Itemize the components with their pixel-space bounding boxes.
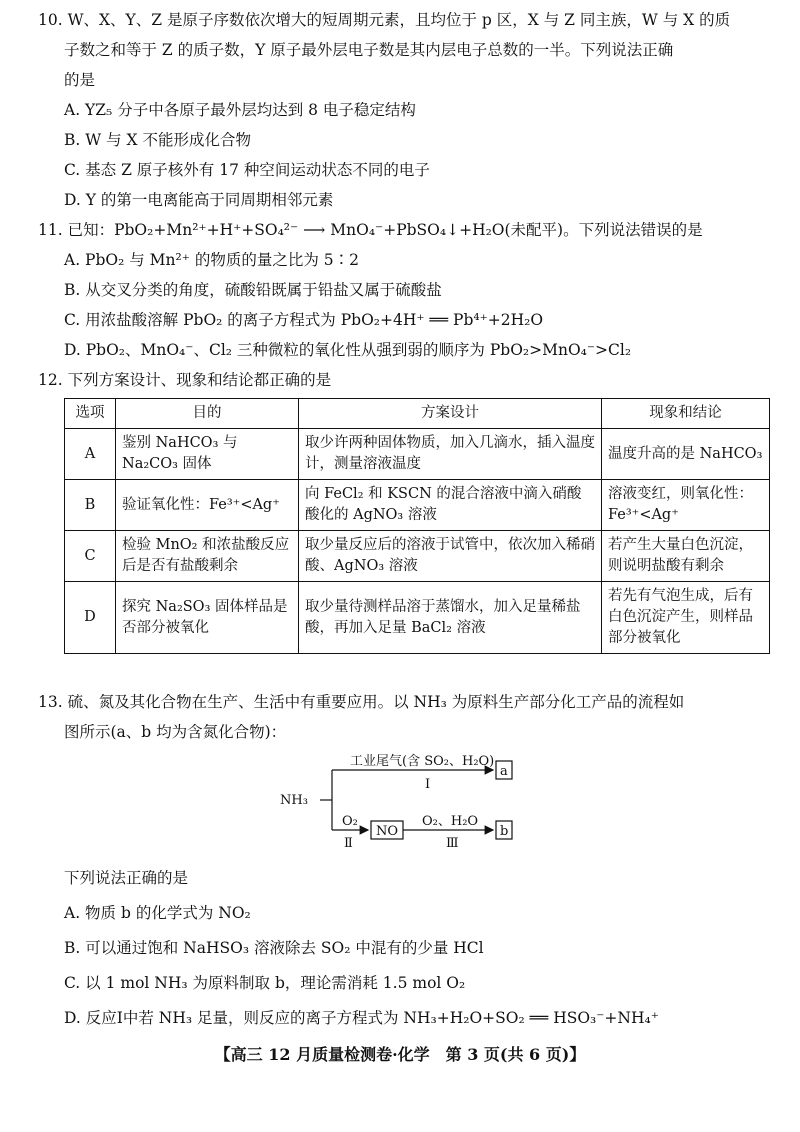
flow-o2h2o-label: O₂、H₂O — [422, 814, 479, 829]
row-result: 若先有气泡生成，后有白色沉淀产生，则样品部分被氧化 — [602, 582, 770, 654]
row-aim: 验证氧化性：Fe³⁺<Ag⁺ — [116, 480, 299, 531]
q10-option-c: C. 基态 Z 原子核外有 17 种空间运动状态不同的电子 — [64, 161, 430, 179]
flow-o2-label: O₂ — [342, 814, 358, 829]
row-option: D — [65, 582, 116, 654]
q11-option-c: C. 用浓盐酸溶解 PbO₂ 的离子方程式为 PbO₂+4H⁺ ══ Pb⁴⁺+2H₂O — [64, 311, 544, 329]
row-aim: 检验 MnO₂ 和浓盐酸反应后是否有盐酸剩余 — [116, 531, 299, 582]
q13-question: 下列说法正确的是 — [64, 869, 189, 887]
q11-option-b: B. 从交叉分类的角度，硫酸铅既属于铅盐又属于硫酸盐 — [64, 281, 442, 299]
q10-stem-line3: 的是 — [64, 71, 96, 89]
table-row — [65, 582, 770, 654]
q12-stem: 12. 下列方案设计、现象和结论都正确的是 — [38, 371, 332, 389]
row-design: 取少量反应后的溶液于试管中，依次加入稀硝酸、AgNO₃ 溶液 — [299, 531, 602, 582]
row-result: 温度升高的是 NaHCO₃ — [602, 429, 770, 480]
q13-option-d: D. 反应Ⅰ中若 NH₃ 足量，则反应的离子方程式为 NH₃+H₂O+SO₂ ══ HSO₃⁻+NH₄⁺ — [64, 1009, 659, 1027]
q13-stem-line1: 13. 硫、氮及其化合物在生产、生活中有重要应用。以 NH₃ 为原料生产部分化工产品的流程如 — [38, 693, 685, 711]
row-result: 溶液变红，则氧化性：Fe³⁺<Ag⁺ — [602, 480, 770, 531]
table-row — [65, 429, 770, 480]
row-aim: 鉴别 NaHCO₃ 与 Na₂CO₃ 固体 — [116, 429, 299, 480]
flow-top-label: 工业尾气(含 SO₂、H₂O) — [350, 754, 495, 769]
flow-box-a-label: a — [500, 764, 508, 779]
table-row — [65, 531, 770, 582]
row-option: C — [65, 531, 116, 582]
flow-start-label: NH₃ — [280, 793, 308, 808]
q10-option-b: B. W 与 X 不能形成化合物 — [64, 131, 251, 149]
table-row — [65, 480, 770, 531]
q10-stem-line2: 子数之和等于 Z 的质子数，Y 原子最外层电子数是其内层电子总数的一半。下列说法正确 — [64, 41, 674, 59]
q10-option-a: A. YZ₅ 分子中各原子最外层均达到 8 电子稳定结构 — [64, 101, 416, 119]
q13-option-c: C. 以 1 mol NH₃ 为原料制取 b，理论需消耗 1.5 mol O₂ — [64, 974, 466, 992]
flow-box-no-label: NO — [376, 824, 399, 839]
row-option: B — [65, 480, 116, 531]
q10-option-d: D. Y 的第一电离能高于同周期相邻元素 — [64, 191, 334, 209]
row-option: A — [65, 429, 116, 480]
q11-option-d: D. PbO₂、MnO₄⁻、Cl₂ 三种微粒的氧化性从强到弱的顺序为 PbO₂>MnO₄⁻>Cl₂ — [64, 341, 632, 359]
page-footer: 【高三 12 月质量检测卷·化学 第 3 页(共 6 页)】 — [214, 1045, 586, 1064]
flow-step-1: Ⅰ — [425, 777, 431, 792]
row-design: 取少许两种固体物质，加入几滴水，插入温度计，测量溶液温度 — [299, 429, 602, 480]
q13-option-a: A. 物质 b 的化学式为 NO₂ — [64, 904, 251, 922]
row-design: 向 FeCl₂ 和 KSCN 的混合溶液中滴入硝酸酸化的 AgNO₃ 溶液 — [299, 480, 602, 531]
q10-stem-line1: 10. W、X、Y、Z 是原子序数依次增大的短周期元素，且均位于 p 区，X 与 Z 同主族，W 与 X 的质 — [38, 11, 731, 29]
flow-box-b-label: b — [500, 824, 509, 839]
flow-step-2: Ⅱ — [344, 836, 353, 851]
header-result: 现象和结论 — [602, 399, 770, 429]
row-result: 若产生大量白色沉淀，则说明盐酸有剩余 — [602, 531, 770, 582]
q11-stem: 11. 已知：PbO₂+Mn²⁺+H⁺+SO₄²⁻ ⟶ MnO₄⁻+PbSO₄↓+H₂O(未配平)。下列说法错误的是 — [38, 221, 703, 239]
q13-stem-line2: 图所示(a、b 均为含氮化合物)： — [64, 723, 287, 741]
q13-option-b: B. 可以通过饱和 NaHSO₃ 溶液除去 SO₂ 中混有的少量 HCl — [64, 939, 484, 957]
row-aim: 探究 Na₂SO₃ 固体样品是否部分被氧化 — [116, 582, 299, 654]
header-aim: 目的 — [116, 399, 299, 429]
header-option: 选项 — [65, 399, 116, 429]
flow-step-3: Ⅲ — [446, 836, 459, 851]
q11-option-a: A. PbO₂ 与 Mn²⁺ 的物质的量之比为 5∶2 — [64, 251, 360, 269]
header-design: 方案设计 — [299, 399, 602, 429]
table-header-row — [65, 399, 770, 429]
q12-table — [64, 398, 770, 654]
process-flow-diagram — [280, 752, 540, 852]
row-design: 取少量待测样品溶于蒸馏水，加入足量稀盐酸，再加入足量 BaCl₂ 溶液 — [299, 582, 602, 654]
